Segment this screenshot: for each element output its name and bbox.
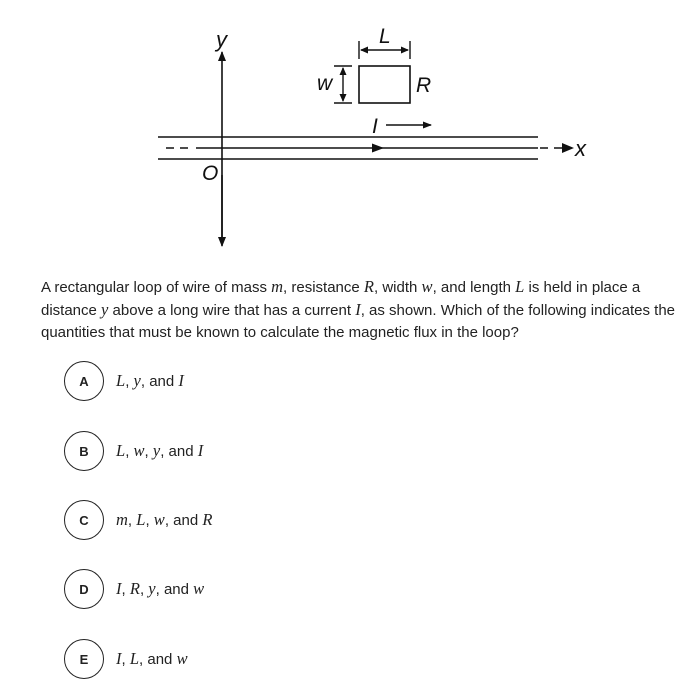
choice-c[interactable] (64, 498, 212, 542)
y-axis-label: y (216, 27, 227, 52)
math-L: L (515, 277, 525, 296)
physics-figure (0, 0, 691, 260)
current-label: I (372, 115, 378, 138)
math-R: R (363, 277, 375, 296)
choice-d-text[interactable]: I, R, y, and w (116, 579, 205, 598)
choice-a-text[interactable]: L, y, and I (116, 371, 184, 390)
choice-e-badge[interactable]: E (64, 639, 104, 679)
origin-label: O (202, 162, 219, 185)
wire-center-arrow (372, 144, 384, 153)
choice-b[interactable] (64, 429, 203, 473)
choice-e[interactable] (64, 637, 188, 681)
x-axis-label: x (575, 136, 586, 161)
math-w: w (421, 277, 433, 296)
choice-b-badge[interactable]: B (64, 431, 104, 471)
width-label: w (317, 72, 333, 95)
choice-a-badge[interactable]: A (64, 361, 104, 401)
choice-c-text[interactable]: m, L, w, and R (116, 510, 213, 529)
math-I: I (355, 300, 361, 319)
choice-c-badge[interactable]: C (64, 500, 104, 540)
resistance-label: R (416, 74, 432, 97)
length-arrow-right (401, 47, 409, 54)
question-text: A rectangular loop of wire of mass m, resistance R, width w, and length L is held in place a distance y above a long wire that has a current I, as shown. Which of the following indicates the quantities that must be known to calculate the magnetic flux in the loop? (41, 277, 676, 341)
length-arrow-left (360, 47, 368, 54)
length-label: L (379, 25, 391, 48)
choice-b-text[interactable]: L, w, y, and I (116, 441, 204, 460)
choice-d[interactable] (64, 567, 204, 611)
width-arrow-top (340, 67, 347, 75)
wire-loop (359, 66, 410, 103)
choice-e-text[interactable]: I, L, and w (116, 649, 188, 668)
choice-a[interactable] (64, 359, 184, 403)
width-arrow-bottom (340, 94, 347, 102)
math-y: y (101, 300, 109, 319)
choice-d-badge[interactable]: D (64, 569, 104, 609)
math-m: m (271, 277, 284, 296)
x-axis-arrow (562, 143, 574, 153)
